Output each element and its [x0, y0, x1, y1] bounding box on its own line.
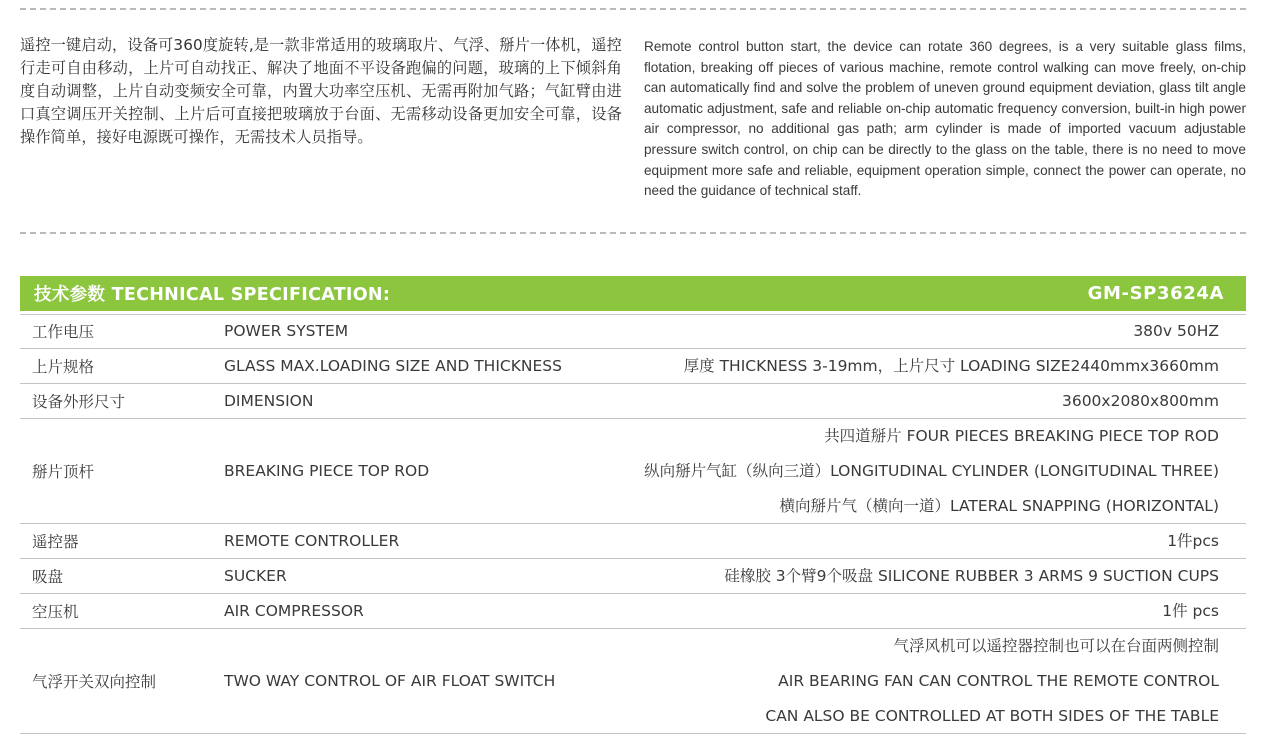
spec-value: [604, 559, 1246, 593]
technical-specification-table: [20, 276, 1246, 734]
spec-row-remote-controller: [20, 524, 1246, 559]
spec-title: 技术参数 TECHNICAL SPECIFICATION:: [34, 285, 391, 305]
spec-value-line: 横向掰片气（横向一道）LATERAL SNAPPING (HORIZONTAL): [779, 496, 1219, 515]
spec-header-bar: [20, 276, 1246, 314]
spec-label-cn: 掰片顶杆: [32, 463, 95, 481]
product-description: [20, 34, 1246, 224]
spec-label-en: DIMENSION: [224, 392, 314, 410]
spec-label-en: TWO WAY CONTROL OF AIR FLOAT SWITCH: [224, 672, 556, 690]
spec-value-line: 硅橡胶 3个臂9个吸盘 SILICONE RUBBER 3 ARMS 9 SUCTION CUPS: [724, 567, 1219, 585]
description-chinese: 遥控一键启动，设备可360度旋转,是一款非常适用的玻璃取片、气浮、掰片一体机，遥控行走可自由移动，上片可自动找正、解决了地面不平设备跑偏的问题，玻璃的上下倾斜角度自动调整，上片自动变频安全可靠，内置大功率空压机、无需再附加气路；气缸臂由进口真空调压开关控制、上片后可直接把玻璃放于台面、无需移动设备更加安全可靠，设备操作简单，接好电源既可操作，无需技术人员指导。: [20, 36, 622, 146]
spec-value-line: CAN ALSO BE CONTROLLED AT BOTH SIDES OF THE TABLE: [765, 706, 1219, 725]
spec-value-line: 1件pcs: [1167, 532, 1219, 550]
spec-value-line: 厚度 THICKNESS 3-19mm，上片尺寸 LOADING SIZE2440mmx3660mm: [683, 357, 1219, 375]
spec-label-cn: 空压机: [32, 603, 79, 621]
spec-value: [604, 349, 1246, 383]
spec-row-loading-size: [20, 349, 1246, 384]
spec-value-line: 气浮风机可以遥控器控制也可以在台面两侧控制: [893, 637, 1219, 656]
spec-value: [604, 419, 1246, 523]
spec-label-cn: 设备外形尺寸: [32, 393, 126, 411]
spec-row-breaking-rod: [20, 419, 1246, 524]
spec-row-power: [20, 314, 1246, 349]
spec-row-dimension: [20, 384, 1246, 419]
spec-label-cn: 上片规格: [32, 358, 95, 376]
spec-label-cn: 工作电压: [32, 323, 95, 341]
middle-dashed-divider: [20, 232, 1246, 234]
spec-label-en: BREAKING PIECE TOP ROD: [224, 462, 430, 480]
spec-value-line: AIR BEARING FAN CAN CONTROL THE REMOTE CONTROL: [778, 671, 1219, 690]
spec-label-en: POWER SYSTEM: [224, 322, 349, 340]
model-number: GM-SP3624A: [1087, 283, 1224, 304]
spec-value: [604, 314, 1246, 348]
spec-label-cn: 气浮开关双向控制: [32, 673, 157, 691]
spec-value: [604, 594, 1246, 628]
spec-label-cn: 吸盘: [32, 568, 64, 586]
spec-value-line: 3600x2080x800mm: [1061, 392, 1219, 410]
top-dashed-divider: [20, 8, 1246, 10]
spec-value: [604, 524, 1246, 558]
spec-label-cn: 遥控器: [32, 533, 79, 551]
spec-label-en: AIR COMPRESSOR: [224, 602, 364, 620]
spec-value-line: 1件 pcs: [1162, 602, 1219, 620]
spec-value: [604, 629, 1246, 733]
spec-row-air-compressor: [20, 594, 1246, 629]
spec-value: [604, 384, 1246, 418]
spec-value-line: 共四道掰片 FOUR PIECES BREAKING PIECE TOP ROD: [824, 427, 1219, 446]
spec-label-en: GLASS MAX.LOADING SIZE AND THICKNESS: [224, 357, 562, 375]
spec-label-en: SUCKER: [224, 567, 287, 585]
spec-row-air-float-switch: [20, 629, 1246, 734]
spec-row-sucker: [20, 559, 1246, 594]
spec-value-line: 纵向掰片气缸（纵向三道）LONGITUDINAL CYLINDER (LONGITUDINAL THREE): [644, 461, 1219, 480]
spec-value-line: 380v 50HZ: [1133, 322, 1219, 340]
spec-label-en: REMOTE CONTROLLER: [224, 532, 400, 550]
description-english: Remote control button start, the device can rotate 360 degrees, is a very suitable glass films, flotation, breaking off pieces of various machine, remote control walking can move freely, on-chip can automatically find and solve the problem of uneven ground equipment deviation, glass tilt angle automatic adjustment, safe and reliable on-chip automatic frequency conversion, built-in high power air compressor, no additional gas path; arm cylinder is made of imported vacuum adjustable pressure switch control, on chip can be directly to the glass on the table, there is no need to move equipment more safe and reliable, equipment operation simple, connect the power can operate, no need the guidance of technical staff.: [644, 39, 1246, 199]
